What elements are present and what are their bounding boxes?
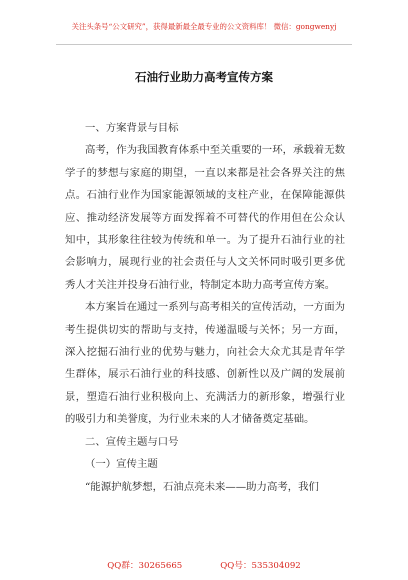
paragraph-background: 高考，作为我国教育体系中至关重要的一环，承载着无数学子的梦想与家庭的期望，一直以来都是社会各界关注的焦点。石油行业作为国家能源领域的支柱产业，在保障能源供应、推动经济发展等方面发挥着不可替代的作用但在公众认知中，其形象往往较为传统和单一。为了提升石油行业的社会影响力，展现行业的社会责任与人文关怀同时吸引更多优秀人才关注并投身石油行业，特制定本助力高考宣传方案。 — [65, 144, 345, 291]
section-heading-background: 一、方案背景与目标 — [85, 122, 179, 134]
paragraph-theme-slogan: “能源护航梦想，石油点亮未来——助力高考，我们 — [85, 480, 319, 493]
paragraph-purpose: 本方案旨在通过一系列与高考相关的宣传活动，一方面为考生提供切实的帮助与支持，传递温暖与关怀；另一方面，深入挖掘石油行业的优势与魅力，向社会大众尤其是青年学生群体，展示石油行业的科技感、创新性以及广阔的发展前景，塑造石油行业积极向上、充满活力的新形象，增强行业的吸引力和美誉度，为行业未来的人才储备奠定基础。 — [65, 301, 345, 426]
footer-qq-number: QQ号：535304092 — [220, 561, 301, 571]
footer-qq-group: QQ群：30265665 — [107, 561, 183, 571]
subsection-heading-theme: （一）宣传主题 — [85, 458, 158, 471]
section-heading-theme: 二、宣传主题与口号 — [85, 435, 179, 448]
header-divider — [56, 44, 352, 45]
header-banner: 关注头条号“公文研究”，获得最新最全最专业的公文资料库！ 微信：gongwenyj — [71, 22, 337, 31]
document-title: 石油行业助力高考宣传方案 — [135, 70, 273, 84]
footer-contact — [0, 559, 408, 571]
document-body — [65, 117, 345, 498]
